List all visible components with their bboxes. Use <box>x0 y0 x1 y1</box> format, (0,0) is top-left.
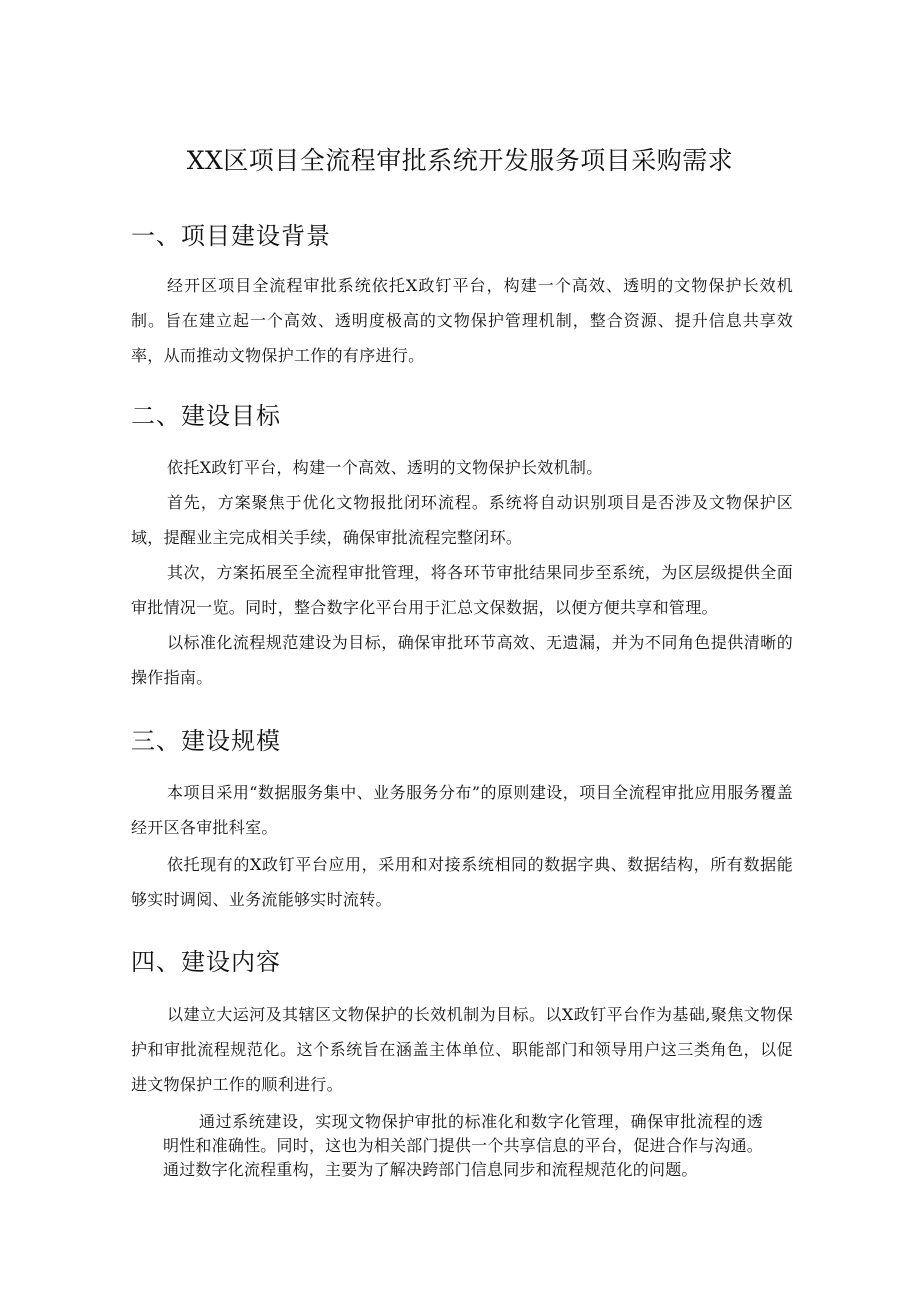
paragraph-goals-3: 其次，方案拓展至全流程审批管理，将各环节审批结果同步至系统，为区层级提供全面审批情况一览。同时，整合数字化平台用于汇总文保数据，以便方便共享和管理。 <box>131 563 793 617</box>
paragraph-scale-2: 依托现有的X政钉平台应用，采用和对接系统相同的数据字典、数据结构，所有数据能够实时调阅、业务流能够实时流转。 <box>131 855 793 909</box>
paragraph-goals-4: 以标准化流程规范建设为目标，确保审批环节高效、无遗漏，并为不同角色提供清晰的操作指南。 <box>131 633 793 687</box>
paragraph-goals-2: 首先，方案聚焦于优化文物报批闭环流程。系统将自动识别项目是否涉及文物保护区域，提醒业主完成相关手续，确保审批流程完整闭环。 <box>131 493 793 547</box>
section-heading-scale: 三、建设规模 <box>131 727 281 755</box>
section-heading-content: 四、建设内容 <box>131 948 281 976</box>
paragraph-scale-1: 本项目采用“数据服务集中、业务服务分布”的原则建设，项目全流程审批应用服务覆盖经开区各审批科室。 <box>131 783 793 837</box>
section-heading-goals: 二、建设目标 <box>131 402 281 430</box>
paragraph-goals-1: 依托X政钉平台，构建一个高效、透明的文物保护长效机制。 <box>167 458 603 477</box>
page-title: XX区项目全流程审批系统开发服务项目采购需求 <box>186 146 734 175</box>
paragraph-content-2: 通过系统建设，实现文物保护审批的标准化和数字化管理，确保审批流程的透明性和准确性。同时，这也为相关部门提供一个共享信息的平台，促进合作与沟通。通过数字化流程重构，主要为了解决跨部门信息同步和流程规范化的问题。 <box>163 1112 763 1179</box>
paragraph-background-1: 经开区项目全流程审批系统依托X政钉平台，构建一个高效、透明的文物保护长效机制。旨在建立起一个高效、透明度极高的文物保护管理机制，整合资源、提升信息共享效率，从而推动文物保护工作的有序进行。 <box>131 276 793 365</box>
section-heading-background: 一、项目建设背景 <box>131 222 331 250</box>
paragraph-content-1: 以建立大运河及其辖区文物保护的长效机制为目标。以X政钉平台作为基础,聚焦文物保护和审批流程规范化。这个系统旨在涵盖主体单位、职能部门和领导用户这三类角色，以促进文物保护工作的顺利进行。 <box>131 1005 793 1094</box>
